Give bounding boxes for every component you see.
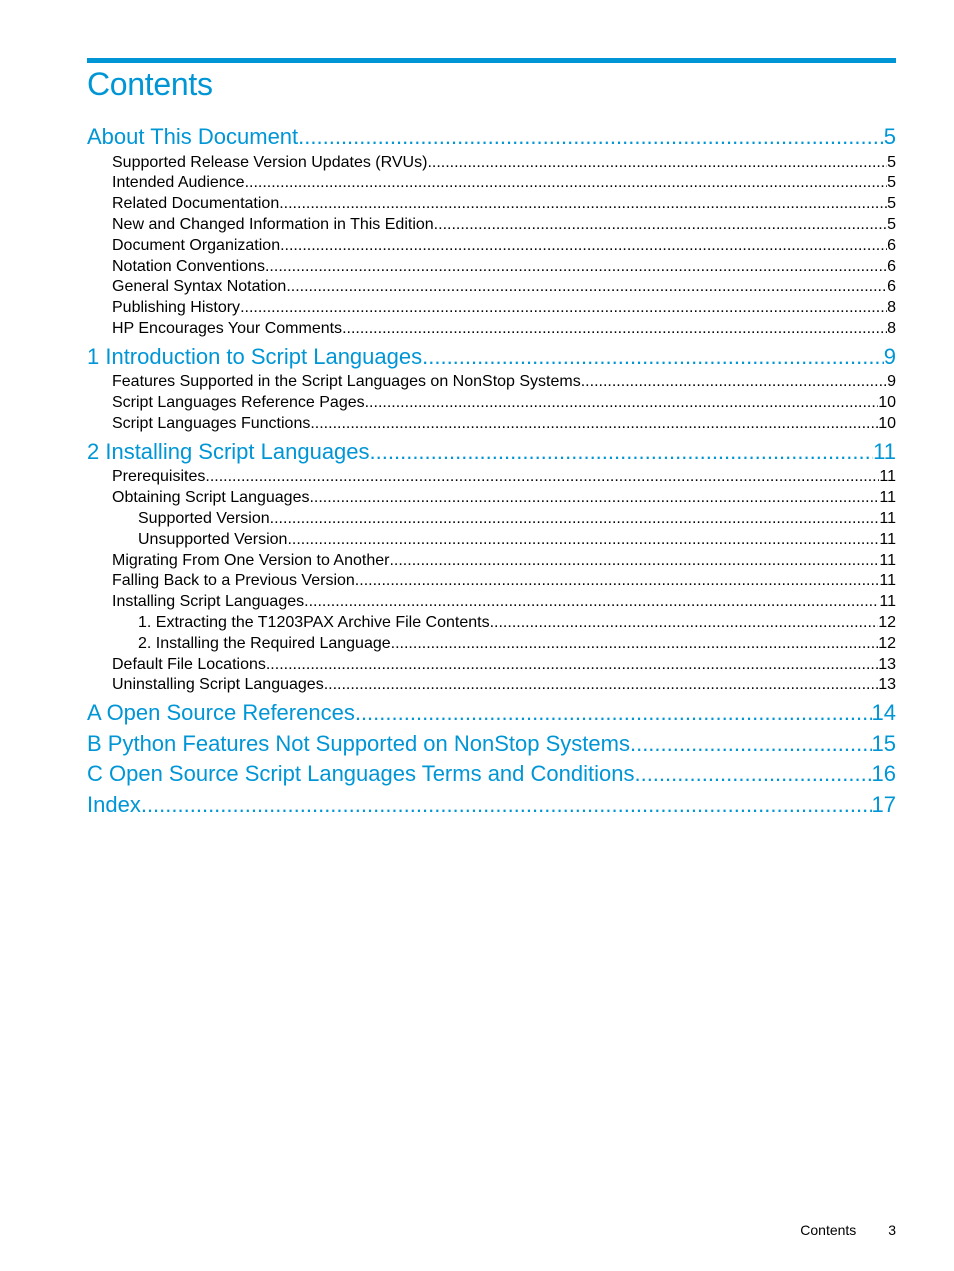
toc-section-link[interactable] [87, 319, 896, 340]
toc-section-link[interactable] [87, 530, 896, 551]
toc-dot-leader [365, 393, 879, 414]
toc-dot-leader [342, 319, 887, 340]
toc-entry-label: HP Encourages Your Comments [112, 319, 343, 337]
page-title: Contents [87, 66, 213, 102]
toc-section-link[interactable] [87, 173, 896, 194]
toc-page-number: 6 [887, 278, 896, 296]
toc-section-link[interactable] [87, 194, 896, 215]
toc-section-link[interactable] [87, 277, 896, 298]
page-footer [800, 1222, 896, 1238]
toc-dot-leader [309, 488, 879, 509]
toc-page-number: 11 [879, 468, 896, 486]
toc-page-number: 17 [871, 791, 896, 817]
toc-chapter-link[interactable] [87, 698, 896, 729]
toc-section-link[interactable] [87, 613, 896, 634]
toc-entry-label: Unsupported Version [138, 530, 288, 548]
toc-dot-leader [141, 790, 872, 821]
toc-entry-label: Supported Version [138, 509, 270, 527]
toc-entry-label: 1. Extracting the T1203PAX Archive File Contents [138, 613, 490, 631]
toc-page-number: 11 [873, 438, 896, 464]
table-of-contents [87, 122, 896, 820]
toc-chapter-link[interactable] [87, 729, 896, 760]
toc-dot-leader [240, 298, 887, 319]
toc-section-link[interactable] [87, 257, 896, 278]
toc-page-number: 11 [879, 551, 896, 569]
toc-page-number: 6 [887, 257, 896, 275]
toc-page-number: 10 [878, 394, 896, 412]
toc-entry-label: Migrating From One Version to Another [112, 551, 390, 569]
toc-entry-label: Features Supported in the Script Languages on NonStop Systems [112, 373, 581, 391]
toc-dot-leader [634, 759, 871, 790]
toc-page-number: 12 [878, 634, 896, 652]
top-rule [87, 58, 896, 63]
toc-page-number: 9 [887, 373, 896, 391]
toc-entry-label: General Syntax Notation [112, 278, 287, 296]
toc-page-number: 5 [883, 124, 896, 149]
toc-entry-label: Supported Release Version Updates (RVUs) [112, 153, 428, 171]
toc-dot-leader [304, 592, 879, 613]
toc-chapter-link[interactable] [87, 122, 896, 153]
toc-page-number: 11 [879, 593, 896, 611]
toc-page-number: 8 [887, 319, 896, 337]
toc-section-link[interactable] [87, 414, 896, 435]
toc-section-link[interactable] [87, 551, 896, 572]
toc-entry-label: Default File Locations [112, 655, 266, 673]
toc-dot-leader [490, 613, 879, 634]
toc-entry-label: B Python Features Not Supported on NonStop Systems [87, 730, 630, 756]
toc-page-number: 13 [878, 655, 896, 673]
toc-entry-label: Installing Script Languages [112, 593, 305, 611]
toc-section-link[interactable] [87, 393, 896, 414]
footer-label: Contents [800, 1222, 857, 1238]
toc-section-link[interactable] [87, 509, 896, 530]
toc-section-link[interactable] [87, 488, 896, 509]
toc-dot-leader [427, 153, 887, 174]
toc-section-link[interactable] [87, 153, 896, 174]
toc-dot-leader [324, 675, 879, 696]
toc-page-number: 5 [887, 195, 896, 213]
toc-section-link[interactable] [87, 571, 896, 592]
toc-page-number: 5 [887, 153, 896, 171]
toc-dot-leader [370, 437, 874, 468]
toc-section-link[interactable] [87, 215, 896, 236]
toc-dot-leader [279, 194, 887, 215]
toc-dot-leader [422, 342, 884, 373]
toc-chapter-link[interactable] [87, 759, 896, 790]
toc-page-number: 12 [878, 613, 896, 631]
toc-chapter-link[interactable] [87, 342, 896, 373]
toc-entry-label: Intended Audience [112, 174, 245, 192]
toc-page-number: 5 [887, 215, 896, 233]
toc-dot-leader [389, 551, 879, 572]
toc-page-number: 14 [871, 700, 896, 726]
toc-dot-leader [355, 698, 872, 729]
toc-entry-label: Uninstalling Script Languages [112, 676, 324, 694]
toc-page-number: 15 [871, 730, 896, 756]
toc-entry-label: Obtaining Script Languages [112, 489, 310, 507]
toc-dot-leader [355, 571, 880, 592]
toc-entry-label: Falling Back to a Previous Version [112, 572, 355, 590]
toc-entry-label: 2. Installing the Required Language [138, 634, 391, 652]
toc-section-link[interactable] [87, 372, 896, 393]
toc-dot-leader [265, 257, 887, 278]
toc-page-number: 11 [879, 572, 896, 590]
toc-entry-label: Script Languages Reference Pages [112, 394, 365, 412]
toc-page-number: 9 [883, 343, 896, 369]
toc-dot-leader [581, 372, 887, 393]
toc-entry-label: Notation Conventions [112, 257, 265, 275]
toc-entry-label: Document Organization [112, 236, 281, 254]
toc-page-number: 16 [871, 761, 896, 787]
toc-dot-leader [280, 236, 887, 257]
toc-entry-label: 1 Introduction to Script Languages [87, 343, 423, 369]
toc-chapter-link[interactable] [87, 437, 896, 468]
toc-dot-leader [245, 173, 888, 194]
footer-page-number: 3 [888, 1222, 896, 1238]
toc-section-link[interactable] [87, 298, 896, 319]
toc-dot-leader [205, 467, 879, 488]
toc-dot-leader [266, 655, 878, 676]
toc-dot-leader [270, 509, 880, 530]
toc-page-number: 8 [887, 299, 896, 317]
toc-section-link[interactable] [87, 467, 896, 488]
toc-entry-label: Related Documentation [112, 195, 280, 213]
toc-section-link[interactable] [87, 655, 896, 676]
toc-page-number: 11 [879, 509, 896, 527]
toc-page-number: 6 [887, 236, 896, 254]
toc-entry-label: Index [87, 791, 141, 817]
toc-entry-label: C Open Source Script Languages Terms and Conditions [87, 761, 635, 787]
toc-dot-leader [287, 530, 879, 551]
toc-section-link[interactable] [87, 634, 896, 655]
toc-entry-label: New and Changed Information in This Edition [112, 215, 434, 233]
toc-entry-label: Script Languages Functions [112, 414, 311, 432]
toc-dot-leader [310, 414, 878, 435]
toc-dot-leader [298, 122, 884, 153]
toc-dot-leader [434, 215, 887, 236]
toc-dot-leader [630, 729, 872, 760]
toc-section-link[interactable] [87, 592, 896, 613]
toc-chapter-link[interactable] [87, 790, 896, 821]
toc-entry-label: Publishing History [112, 299, 241, 317]
toc-entry-label: About This Document [87, 124, 299, 149]
toc-entry-label: 2 Installing Script Languages [87, 438, 370, 464]
toc-section-link[interactable] [87, 675, 896, 696]
toc-page-number: 11 [879, 530, 896, 548]
toc-dot-leader [286, 277, 887, 298]
toc-page-number: 5 [887, 174, 896, 192]
toc-section-link[interactable] [87, 236, 896, 257]
toc-page-number: 10 [878, 414, 896, 432]
toc-dot-leader [391, 634, 879, 655]
toc-page-number: 11 [879, 489, 896, 507]
toc-entry-label: Prerequisites [112, 468, 206, 486]
toc-page-number: 13 [878, 676, 896, 694]
toc-entry-label: A Open Source References [87, 700, 355, 726]
